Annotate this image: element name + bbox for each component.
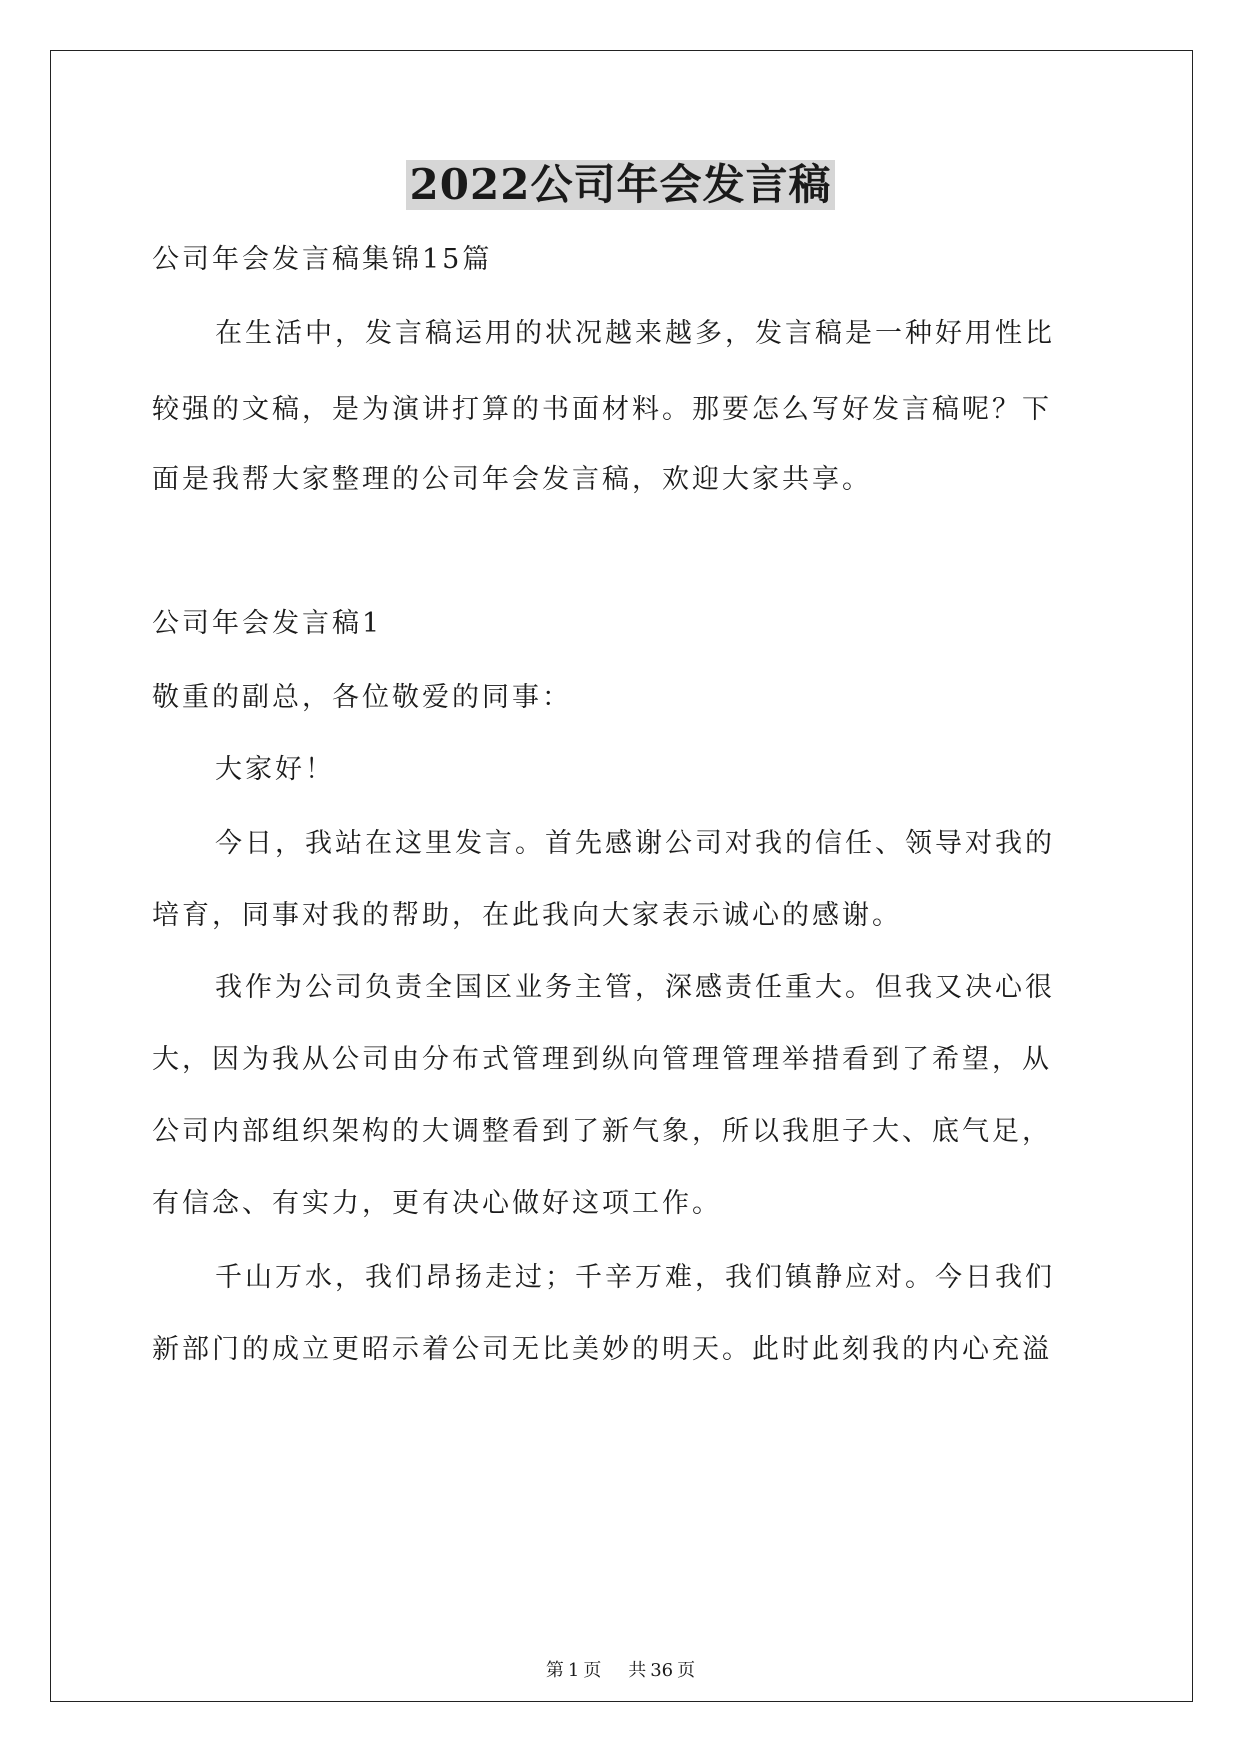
intro-line-3: 面是我帮大家整理的公司年会发言稿，欢迎大家共享。 (152, 464, 872, 495)
total-prefix: 共 (628, 1660, 647, 1681)
page-label-prefix: 第 (545, 1660, 564, 1681)
paragraph-1-line-2: 培育，同事对我的帮助，在此我向大家表示诚心的感谢。 (152, 900, 902, 931)
paragraph-2-line-4: 有信念、有实力，更有决心做好这项工作。 (152, 1188, 722, 1219)
document-subtitle: 公司年会发言稿集锦15篇 (152, 244, 493, 275)
total-suffix: 页 (677, 1660, 696, 1681)
section-heading: 公司年会发言稿1 (152, 608, 383, 639)
salutation: 敬重的副总，各位敬爱的同事： (152, 682, 572, 713)
total-pages: 36 (650, 1660, 674, 1681)
greeting: 大家好！ (215, 754, 335, 785)
paragraph-2-line-2: 大，因为我从公司由分布式管理到纵向管理管理举措看到了希望，从 (152, 1044, 1052, 1075)
paragraph-1-line-1: 今日，我站在这里发言。首先感谢公司对我的信任、领导对我的 (215, 828, 1055, 859)
page-number: 1 (567, 1660, 580, 1681)
paragraph-2-line-1: 我作为公司负责全国区业务主管，深感责任重大。但我又决心很 (215, 972, 1055, 1003)
page-border (50, 50, 1193, 1702)
page-label-suffix: 页 (583, 1660, 602, 1681)
title-text: 2022公司年会发言稿 (406, 160, 836, 210)
intro-line-2: 较强的文稿，是为演讲打算的书面材料。那要怎么写好发言稿呢？下 (152, 394, 1052, 425)
paragraph-3-line-2: 新部门的成立更昭示着公司无比美妙的明天。此时此刻我的内心充溢 (152, 1334, 1052, 1365)
page-footer (0, 1656, 1241, 1682)
paragraph-3-line-1: 千山万水，我们昂扬走过；千辛万难，我们镇静应对。今日我们 (215, 1262, 1055, 1293)
document-title (0, 160, 1241, 210)
paragraph-2-line-3: 公司内部组织架构的大调整看到了新气象，所以我胆子大、底气足， (152, 1116, 1052, 1147)
intro-line-1: 在生活中，发言稿运用的状况越来越多，发言稿是一种好用性比 (215, 318, 1055, 349)
